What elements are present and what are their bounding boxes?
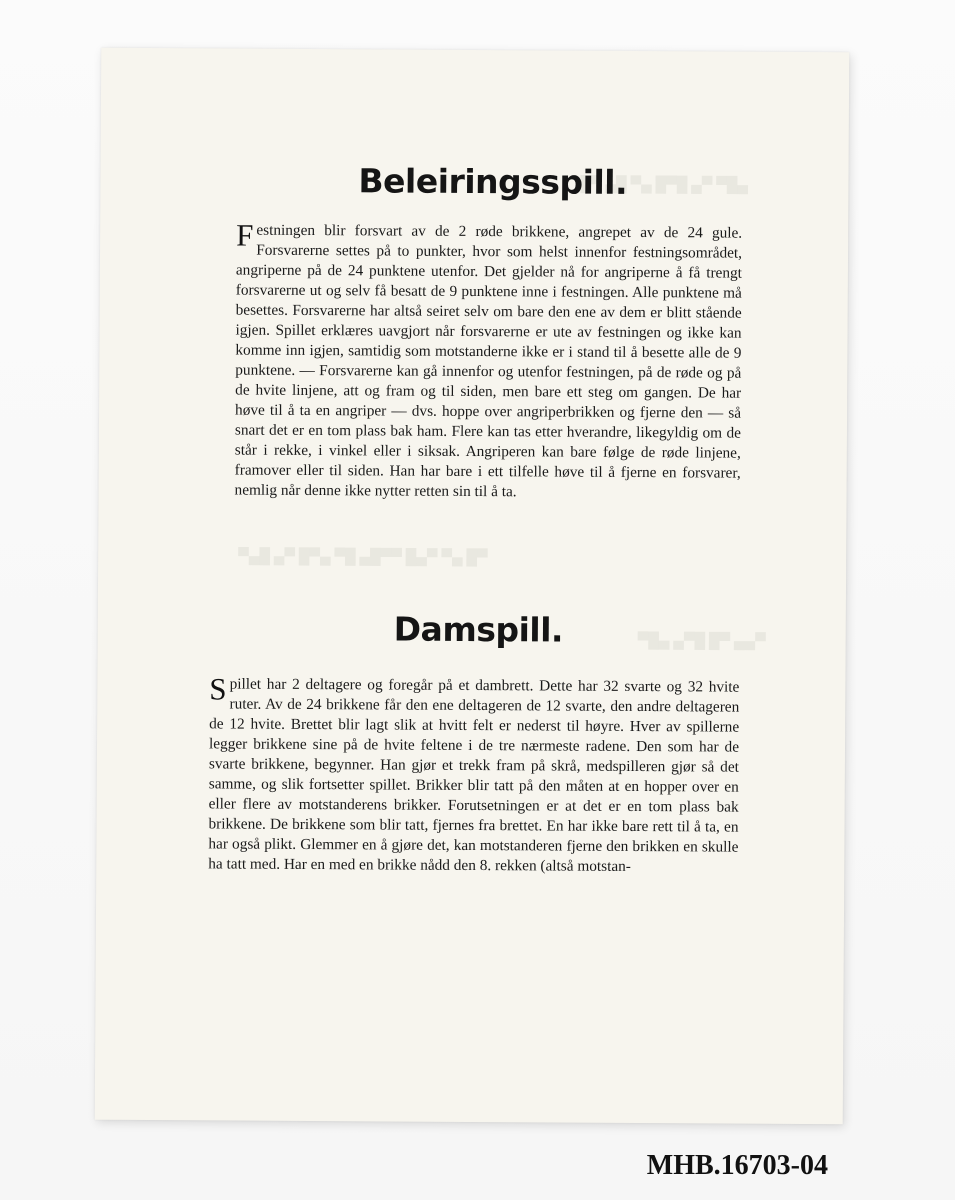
section2-dropcap: S [209, 671, 227, 707]
catalog-number-label: MHB.16703-04 [646, 1150, 828, 1181]
section2-text: pillet har 2 deltagere og foregår på et dambrett. Dette har 32 svarte og 32 hvite ruter. Av de 24 brikkene får den ene deltageren de 12 svarte, den andre deltageren de 12 hvite. Brettet blir lagt slik at hvitt felt er nederst til høyre. Hver av spillerne legger brikkene sine på de hvite feltene i de tre nærmeste radene. Den som har de svarte brikkene, begynner. Han gjør et trekk fram på skrå, medspilleren gjør så det samme, og slik fortsetter spillet. Brikker blir tatt på den måten at en hopper over en eller flere av motstanderens brikker. Forutsetningen er at det er en tom plass bak brikkene. De brikkene som blir tatt, fjernes fra brettet. En har ikke bare rett til å ta, en har også plikt. Glemmer en å gjøre det, kan motstanderen fjerne den brikken en skulle ha tatt med. Har en med en brikke nådd den 8. rekken (altså motstan- [208, 675, 740, 875]
document-sheet [95, 48, 850, 1125]
section1-title: Beleiringsspill. [358, 161, 628, 202]
bleed-through-text: ▀▄█ ▄▀ █▀▄ ▀█ ▄█▀▀ █▄▀ ▀▄ █▀ [238, 548, 488, 567]
section1-dropcap: F [236, 217, 254, 253]
section1-text: estningen blir forsvart av de 2 røde brikkene, angrepet av de 24 gule. Forsvarerne settes på to punkter, hvor som helst innenfor festningsområdet, angriperne på de 24 punktene utenfor. Det gjelder nå for angriperne å få trengt forsvarerne ut og selv få besatt de 9 punktene inne i festningen. Alle punktene må besettes. Forsvarerne har altså seiret selv om bare den ene av dem er blitt stående igjen. Spillet erklæres uavgjort når forsvarerne er ute av festningen og ikke kan komme inn igjen, samtidig som motstanderne ikke er i stand til å besette alle de 9 punktene. — Forsvarerne kan gå innenfor og utenfor festningen, på de røde og på de hvite linjene, att og fram og til siden, men bare ett steg om gangen. De har høve til å ta en angriper — dvs. hoppe over angriperbrikken og fjerne den — så snart det er en tom plass bak ham. Flere kan tas etter hverandre, likegyldig om de står i rekke, i vinkel eller i siksak. Angriperen kan bare følge de røde linjene, framover eller til siden. Han har bare i ett tilfelle høve til å fjerne en forsvarer, nemlig når denne ikke nytter retten sin til å ta. [234, 221, 743, 501]
bleed-through-text: █▀ ▄█ ▀▄ █▀█ ▄▀ ▀█▄ [580, 176, 749, 194]
section2-body [208, 671, 740, 877]
bleed-through-text: ▀█▄ ▄▀█ █▀ ▄▄▀ [637, 633, 766, 650]
section1-body [234, 217, 743, 504]
section2-title: Damspill. [393, 609, 564, 650]
